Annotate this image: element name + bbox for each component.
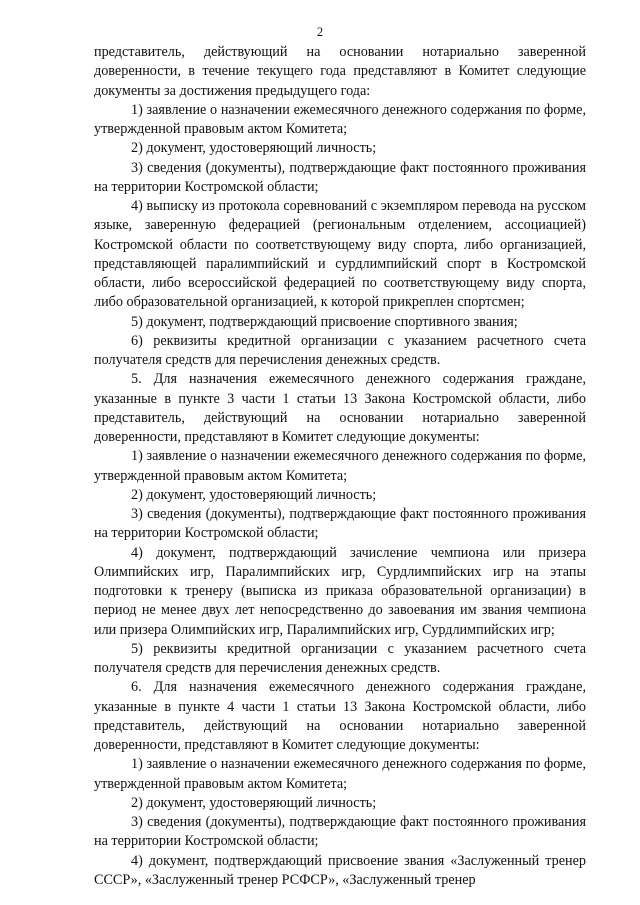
page-number: 2 [316, 25, 324, 39]
list-item-identity-document: 2) документ, удостоверяющий личность; [131, 140, 377, 157]
clause-5-item-application: 1) заявление о назначении ежемесячного денежного содержания по форме, утвержденной правовым актом Комитета; [94, 448, 586, 484]
list-item-bank-details: 6) реквизиты кредитной организации с указанием расчетного счета получателя средств для перечисления денежных средств. [94, 332, 586, 368]
clause-6-item-residence-proof: 3) сведения (документы), подтверждающие факт постоянного проживания на территории Костромской области; [94, 814, 586, 850]
clause-5-item-identity-document: 2) документ, удостоверяющий личность; [131, 486, 377, 503]
list-item-sport-title-document: 5) документ, подтверждающий присвоение спортивного звания; [131, 313, 518, 330]
list-item-residence-proof: 3) сведения (документы), подтверждающие факт постоянного проживания на территории Костромской области; [94, 159, 586, 195]
clause-5-item-coach-enrollment: 4) документ, подтверждающий зачисление чемпиона или призера Олимпийских игр, Паралимпийских игр, Сурдлимпийских игр на этапы подготовки к тренеру (выписка из приказа образовательной организации) в период не менее двух лет непосредственно до завоевания им звания чемпиона или призера Олимпийских игр, Паралимпийских игр, Сурдлимпийских игр; [94, 544, 586, 638]
clause-5-item-bank-details: 5) реквизиты кредитной организации с указанием расчетного счета получателя средств для перечисления денежных средств. [94, 640, 586, 676]
clause-6-heading: 6. Для назначения ежемесячного денежного содержания граждане, указанные в пункте 4 части 1 статьи 13 Закона Костромской области, либо представитель, действующий на основании нотариально заверенной доверенности, представляют в Комитет следующие документы: [94, 679, 586, 753]
list-item-application: 1) заявление о назначении ежемесячного денежного содержания по форме, утвержденной правовым актом Комитета; [94, 101, 586, 137]
clause-6-item-application: 1) заявление о назначении ежемесячного денежного содержания по форме, утвержденной правовым актом Комитета; [94, 756, 586, 792]
clause-5-heading: 5. Для назначения ежемесячного денежного содержания граждане, указанные в пункте 3 части 1 статьи 13 Закона Костромской области, либо представитель, действующий на основании нотариально заверенной доверенности, представляют в Комитет следующие документы: [94, 371, 586, 445]
document-body [94, 43, 586, 890]
clause-6-item-honored-coach-title: 4) документ, подтверждающий присвоение звания «Заслуженный тренер СССР», «Заслуженный тренер РСФСР», «Заслуженный тренер [94, 852, 586, 888]
clause-5-item-residence-proof: 3) сведения (документы), подтверждающие факт постоянного проживания на территории Костромской области; [94, 506, 586, 542]
list-item-competition-protocol: 4) выписку из протокола соревнований с экземпляром перевода на русском языке, заверенную федерацией (региональным отделением, ассоциацией) Костромской области по соответствующему виду спорта, либо организацией, представляющей паралимпийский и сурдлимпийский спорт в Костромской области, либо всероссийской федерацией по соответствующему виду спорта, либо образовательной организацией, к которой прикреплен спортсмен; [94, 198, 586, 311]
paragraph-continuation: представитель, действующий на основании нотариально заверенной доверенности, в течение текущего года представляют в Комитет следующие документы за достижения предыдущего года: [94, 44, 586, 99]
clause-6-item-identity-document: 2) документ, удостоверяющий личность; [131, 794, 377, 811]
